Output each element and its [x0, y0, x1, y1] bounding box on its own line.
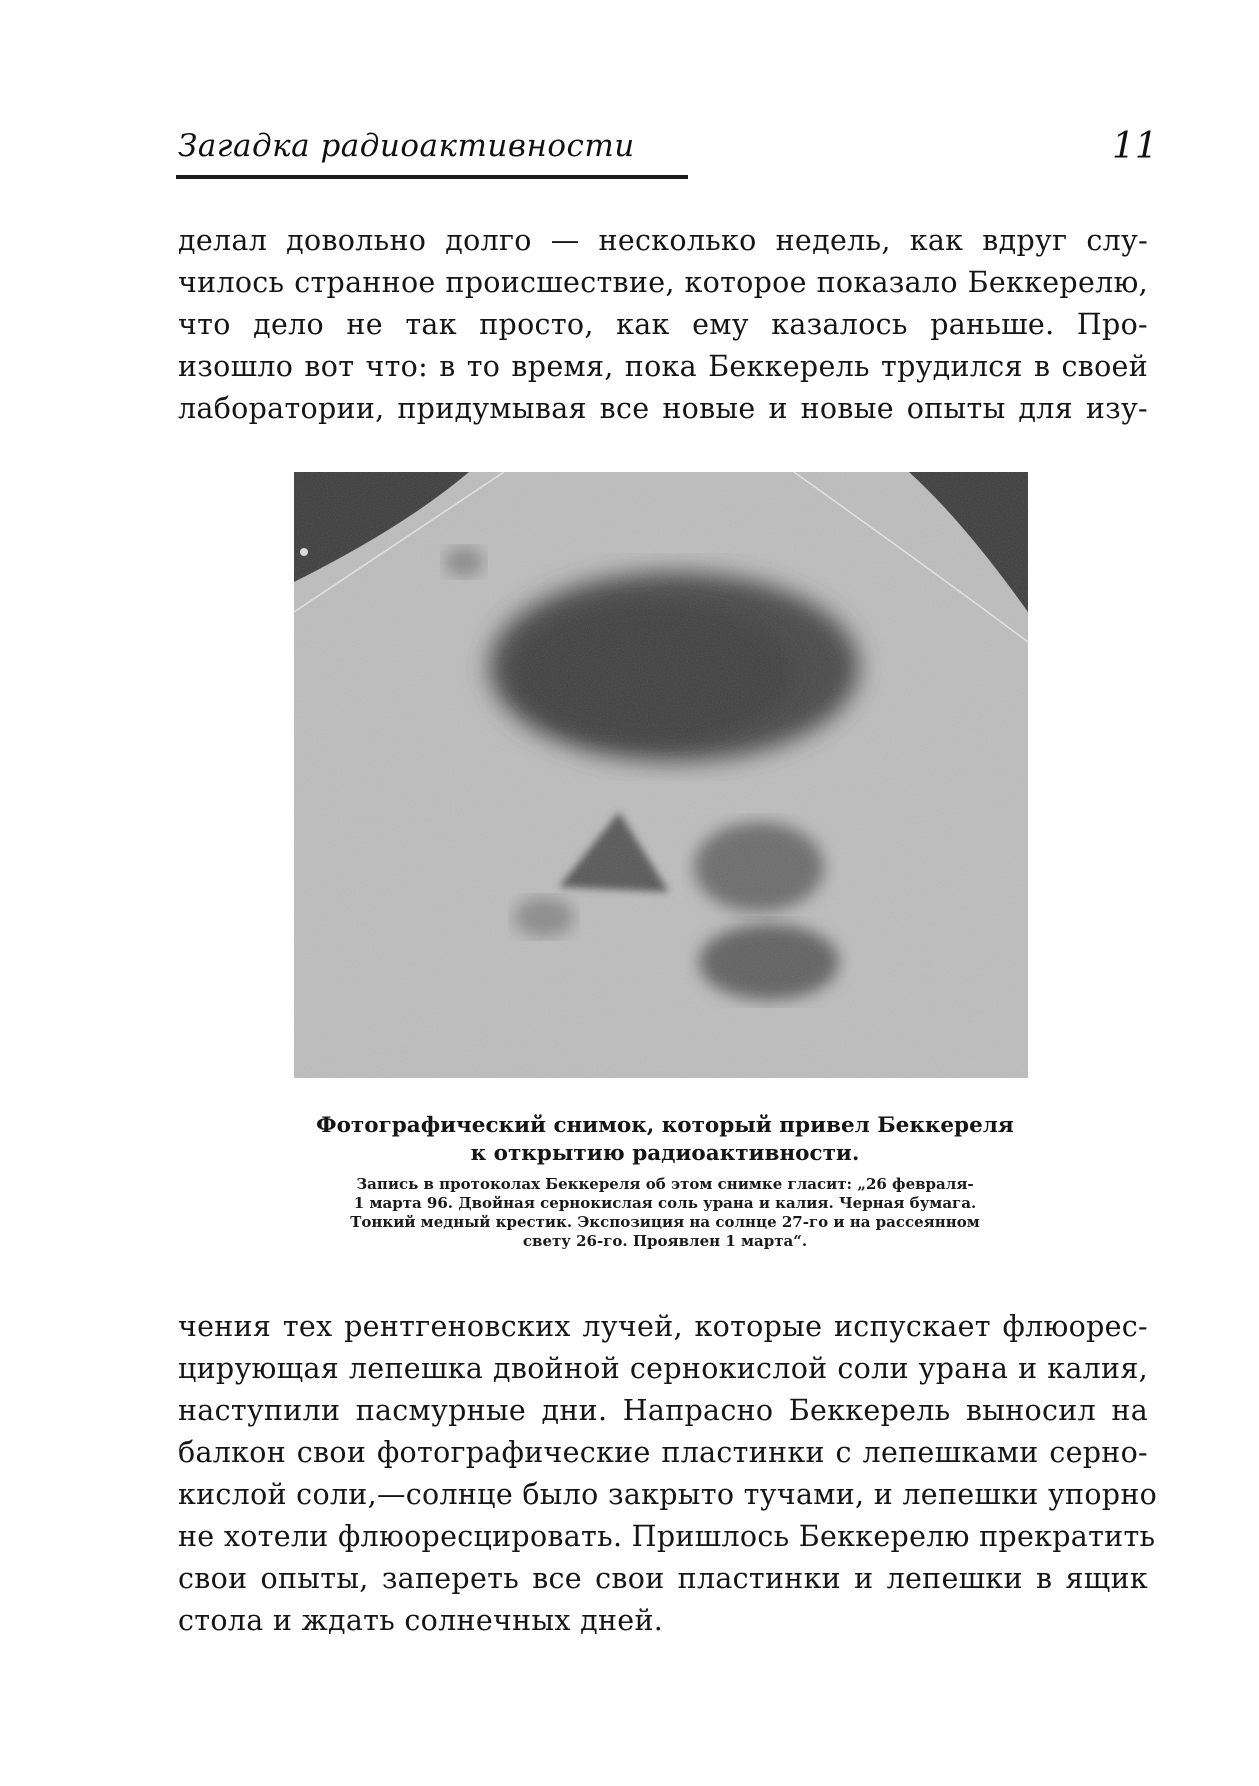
note-line: свету 26-го. Проявлен 1 марта“.: [522, 1232, 808, 1250]
text-line: не хотели флюоресцировать. Пришлось Беккерелю прекратить: [178, 1520, 1156, 1553]
text-line: балкон свои фотографические пластинки с лепешками серно-: [178, 1436, 1148, 1469]
text-line: чилось странное происшествие, которое показало Беккерелю,: [178, 266, 1148, 299]
caption-line: Фотографический снимок, который привел Беккереля: [316, 1113, 1014, 1138]
text-line: чения тех рентгеновских лучей, которые испускает флюорес-: [178, 1310, 1148, 1343]
text-line: цирующая лепешка двойной сернокислой соли урана и калия,: [178, 1352, 1148, 1385]
running-header-title: Загадка радиоактивности: [178, 128, 635, 164]
text-line: лаборатории, придумывая все новые и новые опыты для изу-: [178, 392, 1148, 425]
text-line: наступили пасмурные дни. Напрасно Беккерель выносил на: [178, 1394, 1148, 1427]
page-number: 11: [1112, 126, 1158, 167]
note-line: Тонкий медный крестик. Экспозиция на солнце 27-го и на рассеянном: [350, 1213, 980, 1231]
note-line: 1 марта 96. Двойная сернокислая соль урана и калия. Черная бумага.: [353, 1194, 977, 1212]
text-line: что дело не так просто, как ему казалось раньше. Про-: [178, 308, 1148, 341]
text-line: кислой соли,—солнце было закрыто тучами, и лепешки упорно: [178, 1478, 1158, 1511]
text-line: свои опыты, запереть все свои пластинки и лепешки в ящик: [178, 1562, 1148, 1595]
text-line: стола и ждать солнечных дней.: [178, 1604, 664, 1637]
photographic-plate-image: [294, 472, 1028, 1078]
note-line: Запись в протоколах Беккереля об этом снимке гласит: „26 февраля-: [356, 1175, 974, 1193]
header-rule: [176, 175, 688, 179]
caption-line: к открытию радиоактивности.: [470, 1141, 860, 1166]
text-line: изошло вот что: в то время, пока Беккерель трудился в своей: [178, 350, 1148, 383]
text-line: делал довольно долго — несколько недель, как вдруг слу-: [178, 224, 1148, 257]
